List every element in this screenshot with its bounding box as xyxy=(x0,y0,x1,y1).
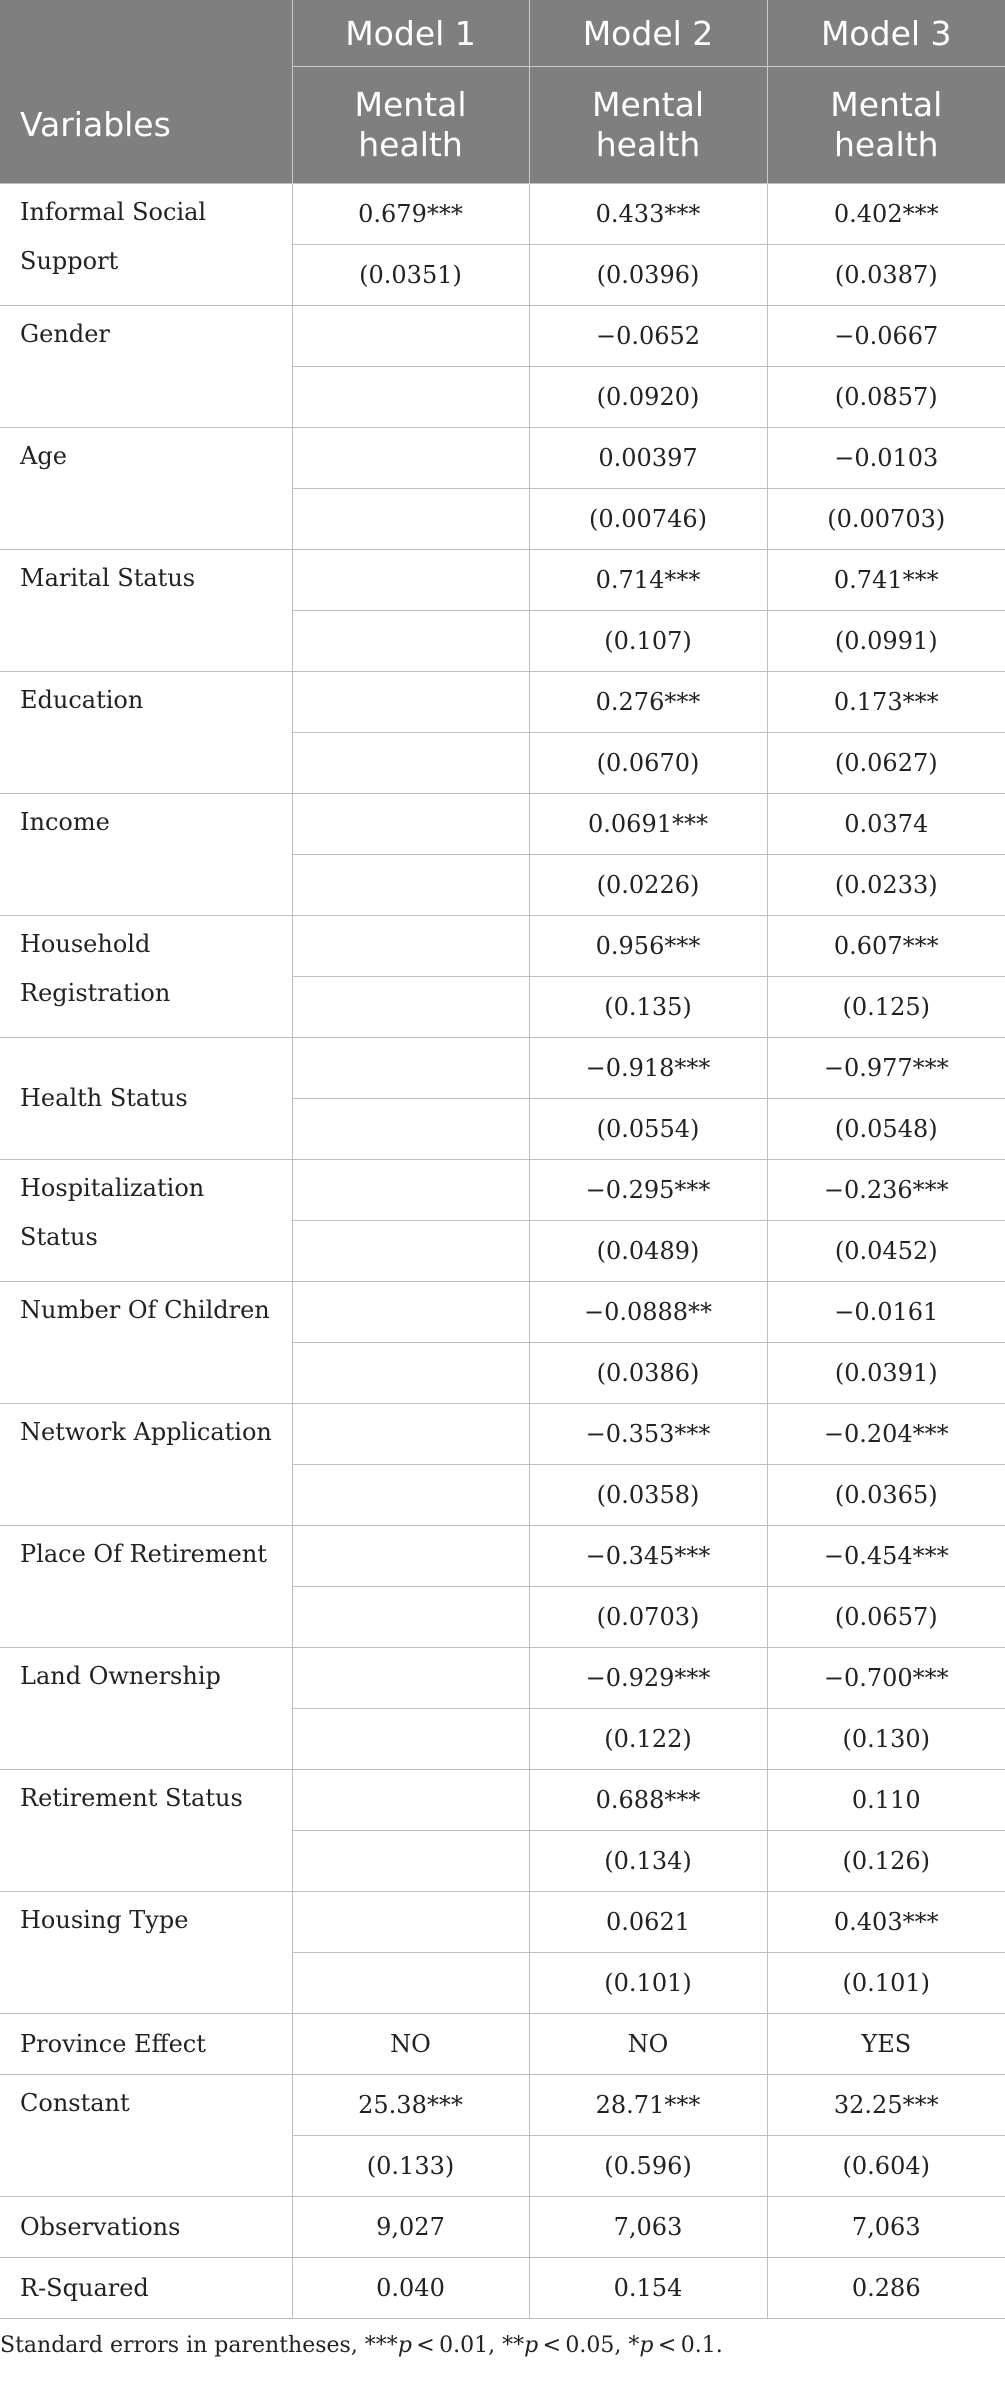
std-error-cell-model-2: (0.135) xyxy=(529,977,767,1038)
table-row xyxy=(0,184,1005,245)
coefficient-cell-model-3: YES xyxy=(767,2014,1005,2075)
coefficient-cell-model-2: 0.688*** xyxy=(529,1770,767,1831)
std-error-cell-model-1 xyxy=(292,1709,529,1770)
coefficient-cell-model-3: 0.402*** xyxy=(767,184,1005,245)
std-error-cell-model-3: (0.125) xyxy=(767,977,1005,1038)
header-row-models xyxy=(0,0,1005,67)
coefficient-cell-model-1: 25.38*** xyxy=(292,2075,529,2136)
coefficient-cell-model-3: −0.977*** xyxy=(767,1038,1005,1099)
std-error-cell-model-3: (0.101) xyxy=(767,1953,1005,2014)
variable-name-cell: Age xyxy=(0,428,292,550)
coefficient-cell-model-3: −0.454*** xyxy=(767,1526,1005,1587)
std-error-cell-model-2: (0.122) xyxy=(529,1709,767,1770)
coefficient-cell-model-1 xyxy=(292,1526,529,1587)
std-error-cell-model-1 xyxy=(292,1953,529,2014)
header-depvar-3: Mental health xyxy=(767,67,1005,184)
header-model-1: Model 1 xyxy=(292,0,529,67)
coefficient-cell-model-2: −0.918*** xyxy=(529,1038,767,1099)
coefficient-cell-model-3: 0.0374 xyxy=(767,794,1005,855)
std-error-cell-model-2: (0.0489) xyxy=(529,1221,767,1282)
coefficient-cell-model-3: 7,063 xyxy=(767,2197,1005,2258)
table-row xyxy=(0,428,1005,489)
table-row xyxy=(0,1282,1005,1343)
std-error-cell-model-1 xyxy=(292,1221,529,1282)
std-error-cell-model-2: (0.0920) xyxy=(529,367,767,428)
coefficient-cell-model-2: 28.71*** xyxy=(529,2075,767,2136)
variable-name-cell: Household Registration xyxy=(0,916,292,1038)
coefficient-cell-model-2: 0.00397 xyxy=(529,428,767,489)
std-error-cell-model-3: (0.0391) xyxy=(767,1343,1005,1404)
coefficient-cell-model-3: −0.0103 xyxy=(767,428,1005,489)
std-error-cell-model-1 xyxy=(292,977,529,1038)
table-row xyxy=(0,2014,1005,2075)
std-error-cell-model-3: (0.0365) xyxy=(767,1465,1005,1526)
table-row xyxy=(0,2197,1005,2258)
std-error-cell-model-3: (0.0857) xyxy=(767,367,1005,428)
std-error-cell-model-3: (0.0387) xyxy=(767,245,1005,306)
coefficient-cell-model-3: 0.403*** xyxy=(767,1892,1005,1953)
std-error-cell-model-2: (0.0670) xyxy=(529,733,767,794)
coefficient-cell-model-1: NO xyxy=(292,2014,529,2075)
footnote-t3: < 0.1. xyxy=(653,2333,723,2358)
std-error-cell-model-1 xyxy=(292,489,529,550)
std-error-cell-model-1 xyxy=(292,1099,529,1160)
std-error-cell-model-3: (0.0233) xyxy=(767,855,1005,916)
std-error-cell-model-3: (0.00703) xyxy=(767,489,1005,550)
table-row xyxy=(0,2258,1005,2319)
coefficient-cell-model-3: 0.173*** xyxy=(767,672,1005,733)
std-error-cell-model-2: (0.101) xyxy=(529,1953,767,2014)
variable-name-cell: Income xyxy=(0,794,292,916)
coefficient-cell-model-3: −0.700*** xyxy=(767,1648,1005,1709)
table-body xyxy=(0,184,1005,2319)
std-error-cell-model-2: (0.00746) xyxy=(529,489,767,550)
table-row xyxy=(0,1770,1005,1831)
coefficient-cell-model-1: 9,027 xyxy=(292,2197,529,2258)
coefficient-cell-model-1 xyxy=(292,1892,529,1953)
coefficient-cell-model-2: 0.0621 xyxy=(529,1892,767,1953)
table-row xyxy=(0,916,1005,977)
std-error-cell-model-2: (0.0226) xyxy=(529,855,767,916)
variable-name-cell: Marital Status xyxy=(0,550,292,672)
coefficient-cell-model-1 xyxy=(292,916,529,977)
std-error-cell-model-1 xyxy=(292,1587,529,1648)
std-error-cell-model-2: (0.0703) xyxy=(529,1587,767,1648)
table-row xyxy=(0,1648,1005,1709)
coefficient-cell-model-3: 0.607*** xyxy=(767,916,1005,977)
table-row xyxy=(0,1160,1005,1221)
header-depvar-2: Mental health xyxy=(529,67,767,184)
std-error-cell-model-1 xyxy=(292,1465,529,1526)
std-error-cell-model-3: (0.126) xyxy=(767,1831,1005,1892)
coefficient-cell-model-1 xyxy=(292,1648,529,1709)
coefficient-cell-model-1 xyxy=(292,794,529,855)
coefficient-cell-model-2: −0.345*** xyxy=(529,1526,767,1587)
coefficient-cell-model-2: 0.0691*** xyxy=(529,794,767,855)
std-error-cell-model-2: (0.0386) xyxy=(529,1343,767,1404)
coefficient-cell-model-2: 0.714*** xyxy=(529,550,767,611)
coefficient-cell-model-3: −0.0667 xyxy=(767,306,1005,367)
std-error-cell-model-2: (0.107) xyxy=(529,611,767,672)
header-blank xyxy=(0,0,292,67)
std-error-cell-model-3: (0.0991) xyxy=(767,611,1005,672)
coefficient-cell-model-2: 0.154 xyxy=(529,2258,767,2319)
coefficient-cell-model-2: NO xyxy=(529,2014,767,2075)
coefficient-cell-model-2: −0.353*** xyxy=(529,1404,767,1465)
table-row xyxy=(0,1404,1005,1465)
header-model-3: Model 3 xyxy=(767,0,1005,67)
variable-name-cell: Province Effect xyxy=(0,2014,292,2075)
table-row xyxy=(0,2075,1005,2136)
coefficient-cell-model-1: 0.040 xyxy=(292,2258,529,2319)
footnote-prefix: Standard errors in parentheses, *** xyxy=(0,2333,398,2358)
header-row-depvars xyxy=(0,67,1005,184)
std-error-cell-model-2: (0.0554) xyxy=(529,1099,767,1160)
coefficient-cell-model-3: 0.741*** xyxy=(767,550,1005,611)
variable-name-cell: Health Status xyxy=(0,1038,292,1160)
footnote-p3: p xyxy=(639,2333,654,2358)
table-row xyxy=(0,794,1005,855)
variable-name-cell: Education xyxy=(0,672,292,794)
coefficient-cell-model-1 xyxy=(292,428,529,489)
table-row xyxy=(0,672,1005,733)
footnote-t1: < 0.01, ** xyxy=(411,2333,525,2358)
coefficient-cell-model-1 xyxy=(292,1770,529,1831)
variable-name-cell: Housing Type xyxy=(0,1892,292,2014)
variable-name-cell: Gender xyxy=(0,306,292,428)
std-error-cell-model-2: (0.0358) xyxy=(529,1465,767,1526)
std-error-cell-model-2: (0.596) xyxy=(529,2136,767,2197)
header-model-2: Model 2 xyxy=(529,0,767,67)
coefficient-cell-model-3: 0.110 xyxy=(767,1770,1005,1831)
coefficient-cell-model-1 xyxy=(292,1282,529,1343)
std-error-cell-model-1 xyxy=(292,855,529,916)
coefficient-cell-model-3: 32.25*** xyxy=(767,2075,1005,2136)
std-error-cell-model-1: (0.133) xyxy=(292,2136,529,2197)
coefficient-cell-model-1 xyxy=(292,550,529,611)
std-error-cell-model-1 xyxy=(292,1343,529,1404)
coefficient-cell-model-1 xyxy=(292,672,529,733)
footnote-t2: < 0.05, * xyxy=(538,2333,640,2358)
table-row xyxy=(0,550,1005,611)
std-error-cell-model-2: (0.134) xyxy=(529,1831,767,1892)
coefficient-cell-model-1 xyxy=(292,306,529,367)
variable-name-cell: Land Ownership xyxy=(0,1648,292,1770)
variable-name-cell: Place Of Retirement xyxy=(0,1526,292,1648)
table-footnote xyxy=(0,2319,1005,2358)
table-row xyxy=(0,1892,1005,1953)
coefficient-cell-model-3: −0.0161 xyxy=(767,1282,1005,1343)
coefficient-cell-model-1 xyxy=(292,1038,529,1099)
footnote-p2: p xyxy=(524,2333,539,2358)
footnote-p1: p xyxy=(397,2333,412,2358)
std-error-cell-model-3: (0.0452) xyxy=(767,1221,1005,1282)
coefficient-cell-model-2: −0.929*** xyxy=(529,1648,767,1709)
coefficient-cell-model-2: 0.433*** xyxy=(529,184,767,245)
coefficient-cell-model-2: −0.0652 xyxy=(529,306,767,367)
variable-name-cell: R-Squared xyxy=(0,2258,292,2319)
coefficient-cell-model-3: −0.204*** xyxy=(767,1404,1005,1465)
std-error-cell-model-1 xyxy=(292,611,529,672)
header-variables: Variables xyxy=(0,67,292,184)
coefficient-cell-model-3: −0.236*** xyxy=(767,1160,1005,1221)
header-depvar-1: Mental health xyxy=(292,67,529,184)
variable-name-cell: Constant xyxy=(0,2075,292,2197)
coefficient-cell-model-2: −0.295*** xyxy=(529,1160,767,1221)
std-error-cell-model-3: (0.604) xyxy=(767,2136,1005,2197)
std-error-cell-model-3: (0.130) xyxy=(767,1709,1005,1770)
std-error-cell-model-3: (0.0657) xyxy=(767,1587,1005,1648)
coefficient-cell-model-3: 0.286 xyxy=(767,2258,1005,2319)
coefficient-cell-model-1 xyxy=(292,1404,529,1465)
variable-name-cell: Number Of Children xyxy=(0,1282,292,1404)
variable-name-cell: Hospitalization Status xyxy=(0,1160,292,1282)
std-error-cell-model-1 xyxy=(292,1831,529,1892)
std-error-cell-model-1 xyxy=(292,733,529,794)
variable-name-cell: Informal Social Support xyxy=(0,184,292,306)
table-header xyxy=(0,0,1005,184)
coefficient-cell-model-2: −0.0888** xyxy=(529,1282,767,1343)
std-error-cell-model-2: (0.0396) xyxy=(529,245,767,306)
table-row xyxy=(0,306,1005,367)
std-error-cell-model-3: (0.0627) xyxy=(767,733,1005,794)
std-error-cell-model-3: (0.0548) xyxy=(767,1099,1005,1160)
std-error-cell-model-1 xyxy=(292,367,529,428)
variable-name-cell: Observations xyxy=(0,2197,292,2258)
table-row xyxy=(0,1526,1005,1587)
table-row xyxy=(0,1038,1005,1099)
coefficient-cell-model-2: 7,063 xyxy=(529,2197,767,2258)
coefficient-cell-model-1: 0.679*** xyxy=(292,184,529,245)
coefficient-cell-model-2: 0.956*** xyxy=(529,916,767,977)
variable-name-cell: Network Application xyxy=(0,1404,292,1526)
coefficient-cell-model-2: 0.276*** xyxy=(529,672,767,733)
variable-name-cell: Retirement Status xyxy=(0,1770,292,1892)
std-error-cell-model-1: (0.0351) xyxy=(292,245,529,306)
coefficient-cell-model-1 xyxy=(292,1160,529,1221)
